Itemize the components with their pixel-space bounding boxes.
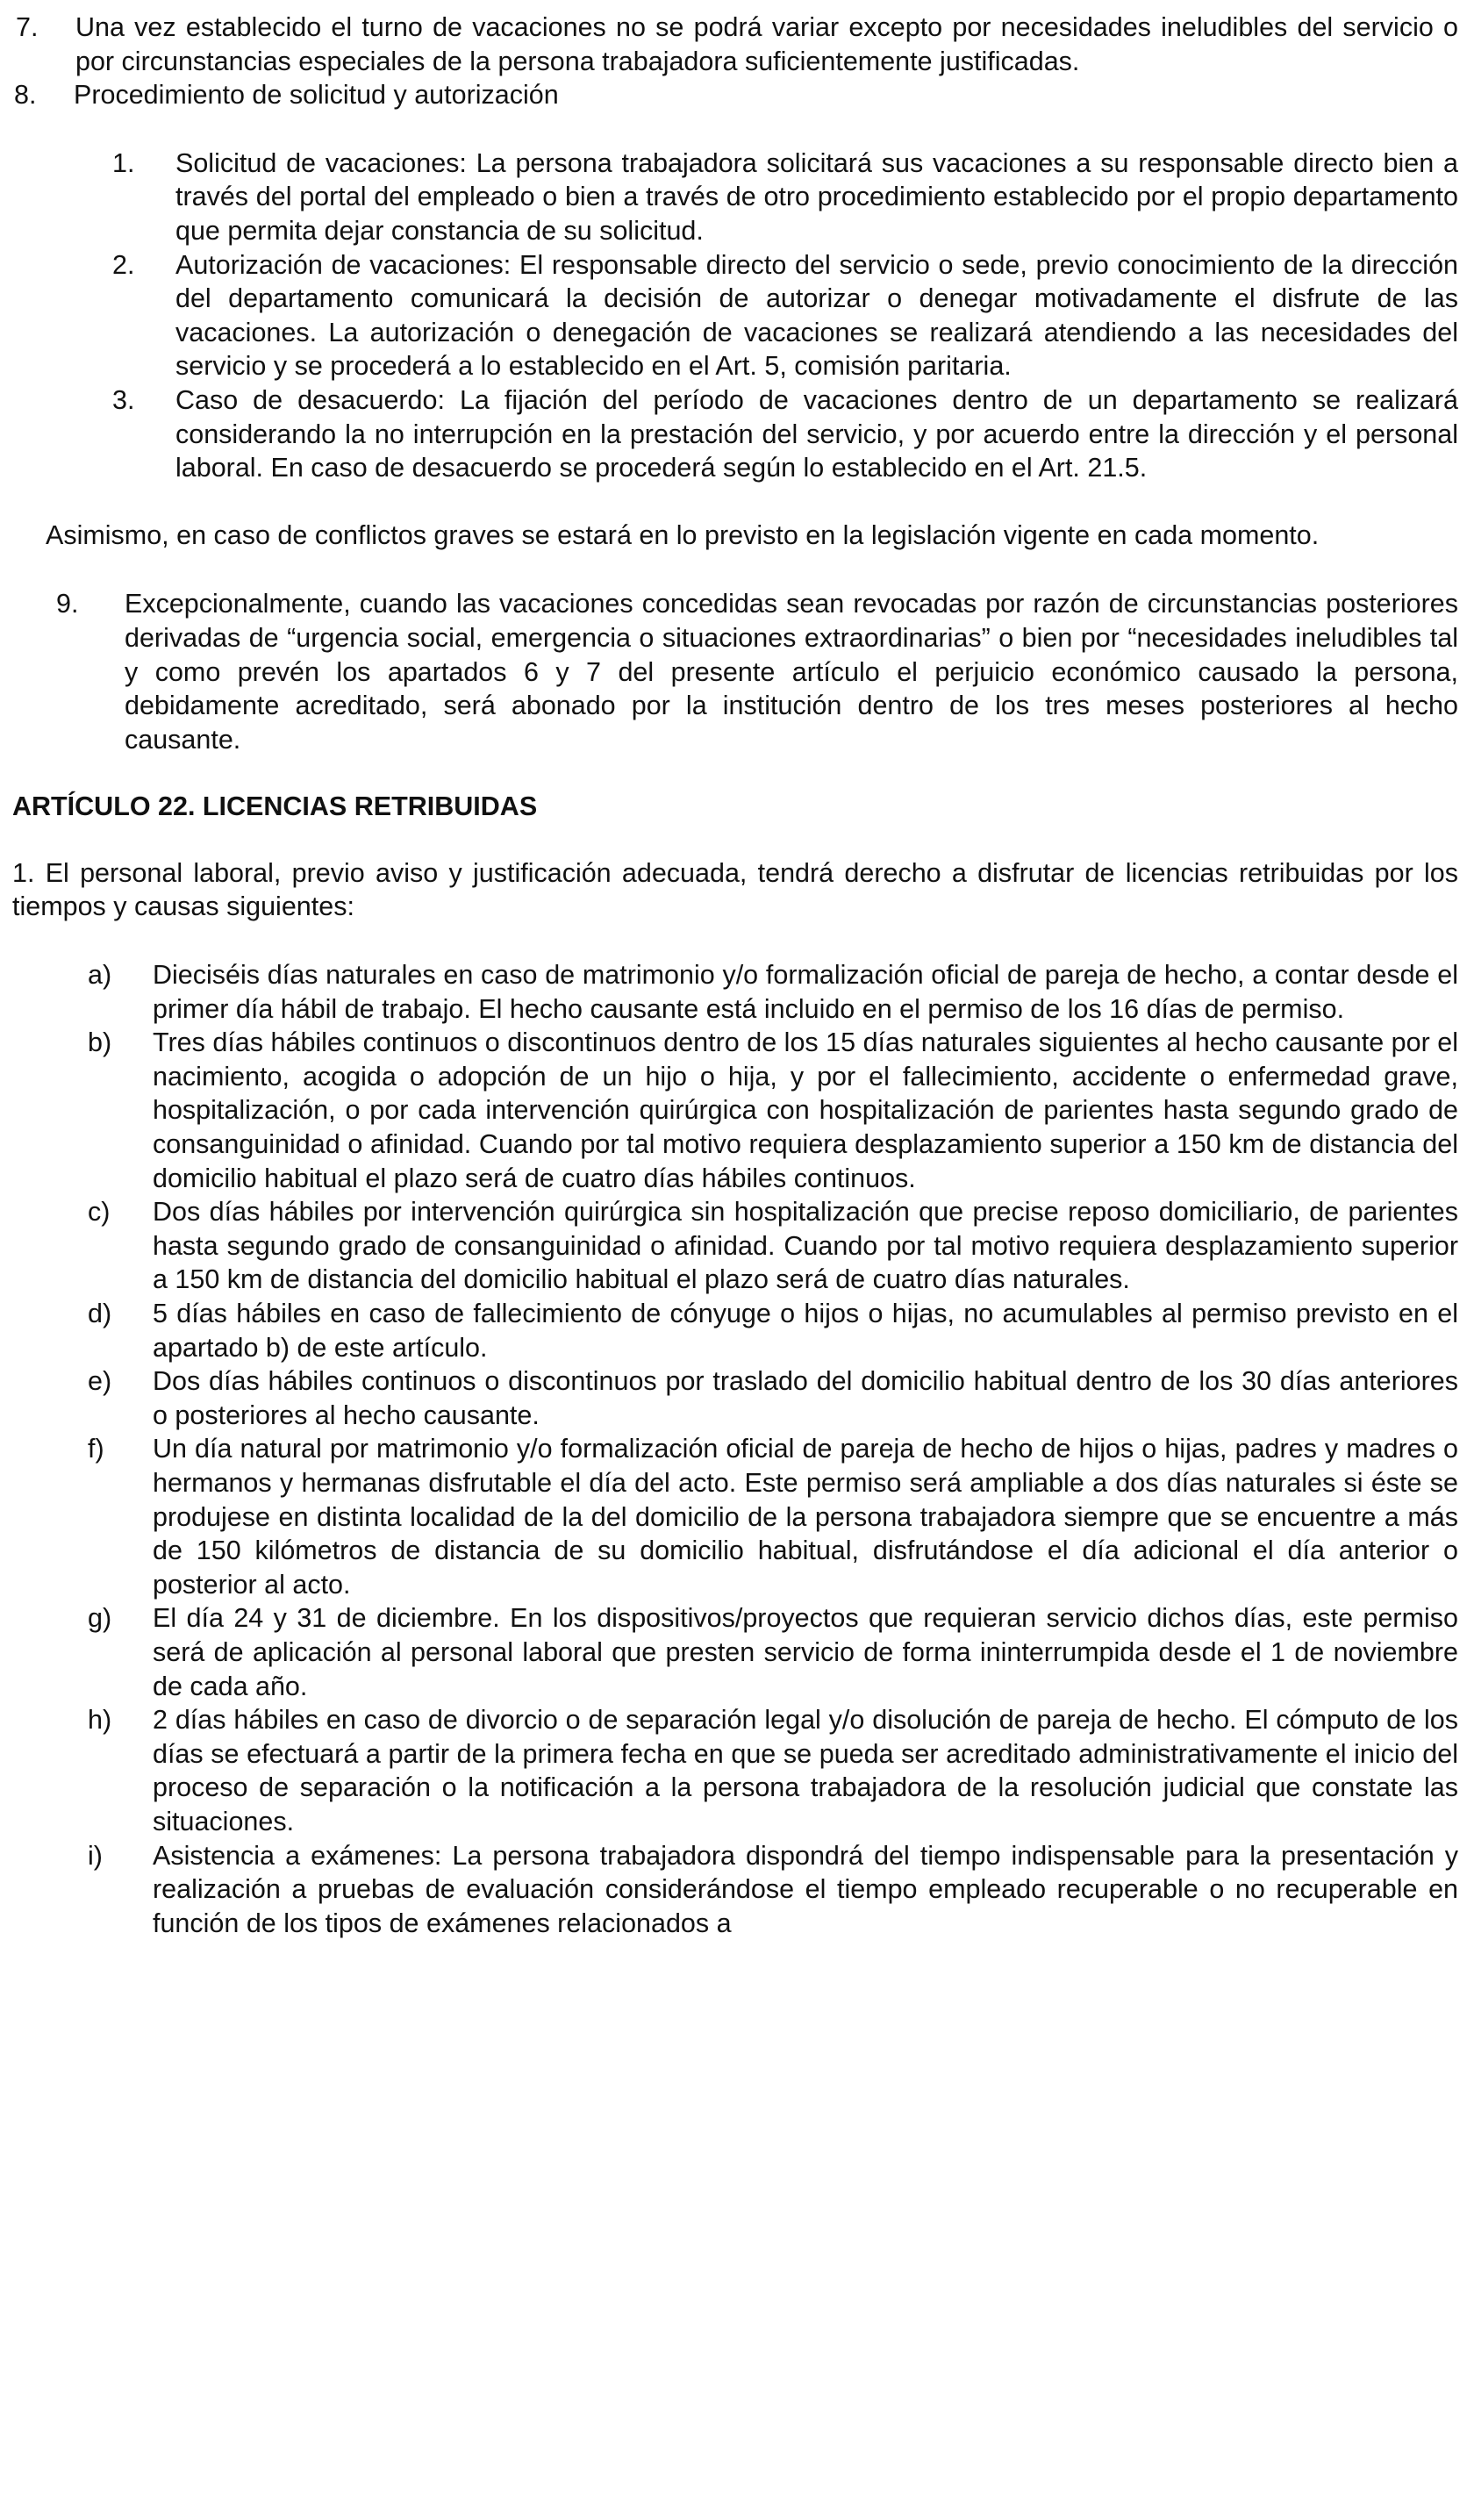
sublist-item-1 — [100, 147, 1458, 248]
list-letter: b) — [88, 1027, 112, 1058]
list-number: 3. — [112, 384, 135, 415]
list-letter: f) — [88, 1434, 104, 1464]
asimismo-paragraph: Asimismo, en caso de conflictos graves se estará en lo previsto en la legislación vigente en cada momento. — [46, 519, 1320, 550]
list-text: Excepcionalmente, cuando las vacaciones concedidas sean revocadas por razón de circunstancias posteriores derivadas de “urgencia social, emergencia o situaciones extraordinarias” o bien por “necesidades ineludibles tal y como prevén los apartados 6 y 7 del presente artículo el perjuicio económico causado la persona, debidamente acreditado, será abonado por la institución dentro de los tres meses posteriores al hecho causante. — [125, 589, 1458, 755]
list-letter: c) — [88, 1197, 111, 1228]
procedure-sublist — [12, 147, 1458, 485]
list-text: El día 24 y 31 de diciembre. En los dispositivos/proyectos que requieran servicio dichos días, este permiso será de aplicación al personal laboral que presten servicio de forma ininterrumpida desde el 1 de noviembre de cada año. — [153, 1603, 1458, 1701]
list-text: Dos días hábiles por intervención quirúrgica sin hospitalización que precise reposo domiciliario, de parientes hasta segundo grado de consanguinidad o afinidad. Cuando por tal motivo requiera desplazamiento superior a 150 km de distancia del domicilio habitual el plazo será de cuatro días naturales. — [153, 1197, 1458, 1295]
list-text: Caso de desacuerdo: La fijación del período de vacaciones dentro de un departamento se realizará considerando la no interrupción en la prestación del servicio, y por acuerdo entre la dirección y el personal laboral. En caso de desacuerdo se procederá según lo establecido en el Art. 21.5. — [175, 384, 1458, 483]
license-item-i — [82, 1839, 1458, 1941]
list-item-8 — [12, 78, 1458, 112]
list-letter: e) — [88, 1366, 112, 1397]
license-item-e — [82, 1364, 1458, 1432]
list-text: Una vez establecido el turno de vacaciones no se podrá variar excepto por necesidades ineludibles del servicio o por circunstancias especiales de la persona trabajadora suficientemente justificadas. — [75, 12, 1458, 76]
license-item-c — [82, 1195, 1458, 1297]
license-item-a — [82, 958, 1458, 1026]
list-text: Solicitud de vacaciones: La persona trabajadora solicitará sus vacaciones a su responsable directo bien a través del portal del empleado o bien a través de otro procedimiento establecido por el propio departamento que permita dejar constancia de su solicitud. — [175, 147, 1458, 246]
list-text: Dieciséis días naturales en caso de matrimonio y/o formalización oficial de pareja de hecho, a contar desde el primer día hábil de trabajo. El hecho causante está incluido en el permiso de los 16 días de permiso. — [153, 960, 1458, 1024]
list-letter: h) — [88, 1705, 112, 1736]
list-number: 7. — [16, 12, 39, 42]
license-item-f — [82, 1432, 1458, 1601]
list-item-9 — [12, 587, 1458, 756]
list-text: Tres días hábiles continuos o discontinuos dentro de los 15 días naturales siguientes al hecho causante por el nacimiento, acogida o adopción de un hijo o hija, y por el fallecimiento, accidente o enfermedad grave, hospitalización, o por cada intervención quirúrgica con hospitalización de parientes hasta segundo grado de consanguinidad o afinidad. Cuando por tal motivo requiera desplazamiento superior a 150 km de distancia del domicilio habitual el plazo será de cuatro días hábiles continuos. — [153, 1027, 1458, 1193]
sublist-item-2 — [100, 248, 1458, 383]
list-text: Dos días hábiles continuos o discontinuos por traslado del domicilio habitual dentro de los 30 días anteriores o posteriores al hecho causante. — [153, 1366, 1458, 1430]
list-letter: a) — [88, 960, 112, 991]
licenses-list — [12, 958, 1458, 1940]
list-item-7 — [12, 11, 1458, 78]
list-number: 1. — [112, 147, 135, 178]
license-item-b — [82, 1026, 1458, 1195]
list-text: Autorización de vacaciones: El responsable directo del servicio o sede, previo conocimiento de la dirección del departamento comunicará la decisión de autorizar o denegar motivadamente el disfrute de las vacaciones. La autorización o denegación de vacaciones se realizará atendiendo a las necesidades del servicio y se procederá a lo establecido en el Art. 5, comisión paritaria. — [175, 249, 1458, 382]
list-text: Procedimiento de solicitud y autorización — [74, 80, 559, 111]
list-text: 5 días hábiles en caso de fallecimiento de cónyuge o hijos o hijas, no acumulables al permiso previsto en el apartado b) de este artículo. — [153, 1299, 1458, 1363]
license-item-h — [82, 1703, 1458, 1838]
list-letter: d) — [88, 1299, 112, 1328]
article-heading: ARTÍCULO 22. LICENCIAS RETRIBUIDAS — [12, 791, 538, 822]
list-text: Un día natural por matrimonio y/o formalización oficial de pareja de hecho de hijos o hijas, padres y madres o hermanos y hermanas disfrutable el día del acto. Este permiso será ampliable a dos días naturales si éste se produjese en distinta localidad de la del domicilio de la persona trabajadora siempre que se encuentre a más de 150 kilómetros de distancia de su domicilio habitual, disfrutándose el día adicional el día anterior o posterior al acto. — [153, 1434, 1458, 1600]
license-item-d — [82, 1297, 1458, 1364]
list-text: 2 días hábiles en caso de divorcio o de separación legal y/o disolución de pareja de hecho. El cómputo de los días se efectuará a partir de la primera fecha en que se pueda ser acreditado administrativamente el inicio del proceso de separación o la notificación a la persona trabajadora de la resolución judicial que constate las situaciones. — [153, 1705, 1458, 1836]
sublist-item-3 — [100, 383, 1458, 485]
list-number: 9. — [56, 589, 79, 619]
list-number: 8. — [14, 80, 37, 111]
article-intro-paragraph: 1. El personal laboral, previo aviso y justificación adecuada, tendrá derecho a disfrutar de licencias retribuidas por los tiempos y causas siguientes: — [12, 857, 1458, 922]
license-item-g — [82, 1601, 1458, 1703]
list-number: 2. — [112, 249, 135, 280]
list-letter: i) — [88, 1840, 103, 1871]
list-text: Asistencia a exámenes: La persona trabajadora dispondrá del tiempo indispensable para la presentación y realización a pruebas de evaluación considerándose el tiempo empleado recuperable o no recuperable en función de los tipos de exámenes relacionados a — [153, 1840, 1458, 1938]
list-letter: g) — [88, 1603, 112, 1634]
